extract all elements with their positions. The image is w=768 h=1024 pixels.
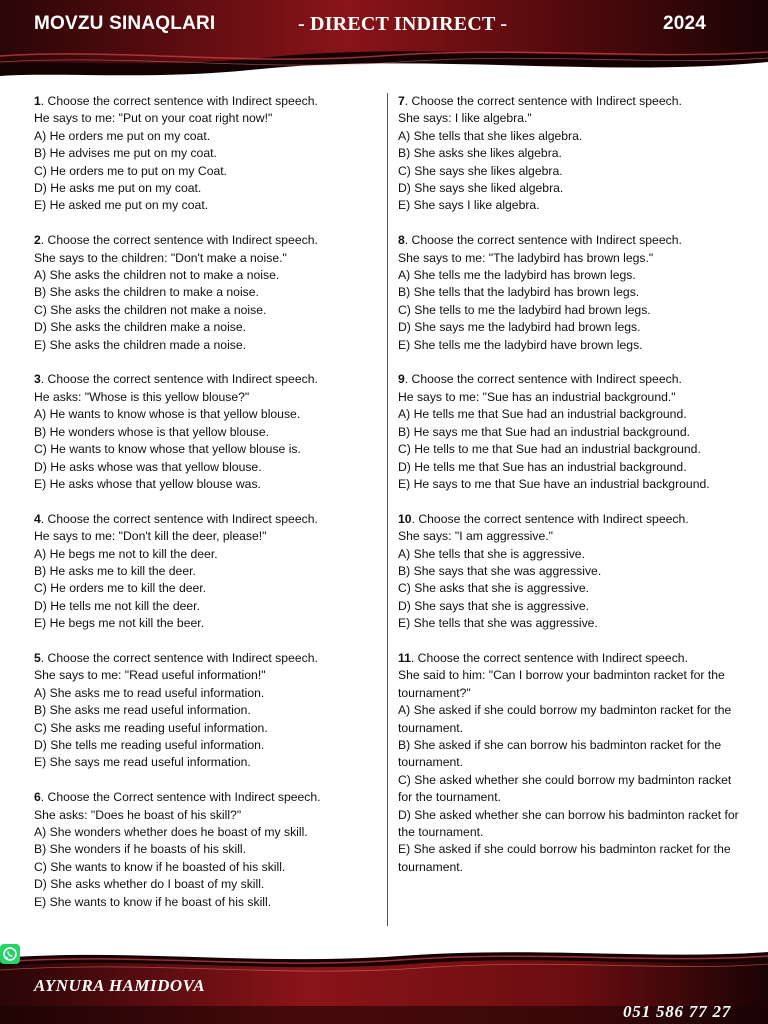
option-a: A) She tells me the ladybird has brown legs.	[398, 268, 636, 283]
option-d: D) She asked whether she can borrow his badminton racket for the tournament.	[398, 807, 739, 839]
option-e: E) She says me read useful information.	[34, 755, 251, 770]
option-d: D) She says she liked algebra.	[398, 181, 564, 196]
question-9	[398, 371, 744, 493]
question-prompt	[398, 371, 744, 388]
option-c: C) She tells to me the ladybird had brown legs.	[398, 302, 651, 317]
question-10	[398, 511, 744, 633]
option-c: C) She wants to know if he boasted of his skill.	[34, 859, 286, 874]
question-1	[34, 93, 379, 215]
question-prompt	[398, 650, 744, 667]
question-stem: He asks: "Whose is this yellow blouse?"	[34, 389, 250, 404]
option-c: C) He wants to know whose that yellow blouse is.	[34, 442, 301, 457]
question-stem: He says to me: "Don't kill the deer, please!"	[34, 529, 267, 544]
question-number: 6	[34, 790, 41, 805]
option-b: B) She asked if she can borrow his badminton racket for the tournament.	[398, 737, 722, 770]
option-c: C) She asked whether she could borrow my badminton racket for the tournament.	[398, 772, 732, 805]
question-instruction: . Choose the correct sentence with Indirect speech.	[40, 372, 318, 387]
header-topic-label: MOVZU SINAQLARI	[34, 13, 216, 34]
question-stem: She says: "I am aggressive."	[398, 529, 553, 544]
question-2	[34, 232, 379, 354]
question-stem: She says to me: "Read useful information!"	[34, 668, 266, 683]
option-c: C) He orders me to put on my Coat.	[34, 163, 228, 178]
option-e: E) She tells that she was aggressive.	[398, 616, 598, 631]
question-prompt	[34, 789, 379, 806]
question-stem: She asks: "Does he boast of his skill?"	[34, 807, 242, 822]
option-d: D) He asks me put on my coat.	[34, 181, 202, 196]
question-8	[398, 232, 744, 354]
question-5	[34, 650, 379, 772]
option-d: D) She tells me reading useful information.	[34, 737, 265, 752]
option-b: B) She asks me read useful information.	[34, 703, 251, 718]
question-prompt	[398, 232, 744, 249]
question-number: 7	[398, 94, 405, 108]
question-number: 2	[34, 233, 41, 248]
option-b: B) She asks the children to make a noise.	[34, 285, 259, 300]
option-b: B) He says me that Sue had an industrial background.	[398, 424, 690, 439]
left-column	[34, 93, 379, 928]
option-a: A) She tells that she likes algebra.	[398, 128, 583, 143]
question-prompt	[34, 371, 379, 388]
question-stem: He says to me: "Sue has an industrial background."	[398, 389, 676, 404]
question-instruction: . Choose the correct sentence with Indirect speech.	[411, 511, 689, 526]
question-number: 5	[34, 650, 41, 665]
question-number: 3	[34, 372, 41, 387]
question-number: 10	[398, 511, 412, 526]
question-11	[398, 650, 744, 876]
question-number: 8	[398, 233, 405, 248]
column-divider	[387, 93, 388, 926]
question-instruction: . Choose the correct sentence with Indirect speech.	[404, 233, 682, 248]
question-stem: She says to me: "The ladybird has brown legs."	[398, 250, 654, 265]
question-number: 1	[34, 94, 41, 108]
question-instruction: . Choose the Correct sentence with Indirect speech.	[40, 790, 321, 805]
question-stem: She says to the children: "Don't make a noise."	[34, 250, 287, 265]
question-instruction: . Choose the correct sentence with Indirect speech.	[40, 511, 318, 526]
option-d: D) He tells me not kill the deer.	[34, 598, 200, 613]
question-3	[34, 371, 379, 493]
question-prompt	[398, 511, 744, 528]
question-6	[34, 789, 379, 911]
question-number: 4	[34, 511, 41, 526]
question-instruction: . Choose the correct sentence with Indirect speech.	[404, 372, 682, 387]
question-4	[34, 511, 379, 633]
option-b: B) He advises me put on my coat.	[34, 146, 217, 161]
option-e: E) He says to me that Sue have an industrial background.	[398, 476, 710, 491]
option-a: A) She asks the children not to make a noise.	[34, 268, 280, 283]
whatsapp-icon	[0, 944, 20, 964]
right-column	[398, 93, 744, 894]
option-a: A) She asks me to read useful information.	[34, 685, 265, 700]
question-7	[398, 93, 744, 215]
option-c: C) He tells to me that Sue had an industrial background.	[398, 442, 701, 457]
option-b: B) She tells that the ladybird has brown legs.	[398, 285, 640, 300]
option-d: D) He tells me that Sue has an industrial background.	[398, 459, 687, 474]
question-prompt	[34, 650, 379, 667]
option-e: E) She says I like algebra.	[398, 198, 540, 213]
option-c: C) She asks the children not make a noise.	[34, 302, 267, 317]
option-b: B) She says that she was aggressive.	[398, 563, 602, 578]
option-b: B) He wonders whose is that yellow blouse.	[34, 424, 270, 439]
option-e: E) He asked me put on my coat.	[34, 198, 209, 213]
header-year: 2024	[663, 13, 707, 34]
question-instruction: . Choose the correct sentence with Indirect speech.	[40, 650, 318, 665]
option-e: E) She asked if she could borrow his badminton racket for the tournament.	[398, 842, 731, 874]
option-a: A) He orders me put on my coat.	[34, 128, 211, 143]
option-d: D) She says me the ladybird had brown legs.	[398, 320, 641, 335]
option-d: D) She says that she is aggressive.	[398, 598, 590, 613]
option-a: A) She asked if she could borrow my badminton racket for the tournament.	[398, 703, 732, 735]
question-number: 11	[398, 650, 411, 665]
option-c: C) She says she likes algebra.	[398, 163, 563, 178]
header-banner	[0, 0, 768, 84]
question-stem: He says to me: "Put on your coat right now!"	[34, 111, 273, 126]
option-a: A) He begs me not to kill the deer.	[34, 546, 218, 561]
author-name: AYNURA HAMIDOVA	[34, 976, 206, 995]
option-b: B) She asks she likes algebra.	[398, 146, 562, 161]
option-a: A) She tells that she is aggressive.	[398, 546, 585, 561]
question-instruction: . Choose the correct sentence with Indirect speech.	[40, 233, 318, 248]
question-prompt	[34, 511, 379, 528]
option-e: E) She wants to know if he boast of his skill.	[34, 894, 272, 909]
option-c: C) She asks that she is aggressive.	[398, 581, 590, 596]
option-a: A) He wants to know whose is that yellow blouse.	[34, 407, 301, 422]
question-prompt	[398, 93, 744, 110]
question-instruction: . Choose the correct sentence with Indirect speech.	[410, 650, 688, 665]
option-a: A) He tells me that Sue had an industrial background.	[398, 407, 687, 422]
question-instruction: . Choose the correct sentence with Indirect speech.	[404, 94, 682, 108]
footer-banner	[0, 944, 768, 1024]
question-number: 9	[398, 372, 405, 387]
header-title: - DIRECT INDIRECT -	[298, 13, 508, 35]
option-e: E) He begs me not kill the beer.	[34, 616, 205, 631]
option-c: C) He orders me to kill the deer.	[34, 581, 207, 596]
question-stem: She said to him: "Can I borrow your badminton racket for the tournament?"	[398, 668, 725, 700]
question-instruction: . Choose the correct sentence with Indirect speech.	[40, 94, 318, 108]
option-b: B) He asks me to kill the deer.	[34, 563, 196, 578]
option-d: D) He asks whose was that yellow blouse.	[34, 459, 262, 474]
question-prompt	[34, 93, 379, 110]
question-stem: She says: I like algebra."	[398, 111, 532, 126]
option-e: E) He asks whose that yellow blouse was.	[34, 476, 261, 491]
option-e: E) She tells me the ladybird have brown legs.	[398, 337, 643, 352]
option-a: A) She wonders whether does he boast of my skill.	[34, 824, 308, 839]
question-prompt	[34, 232, 379, 249]
option-d: D) She asks the children make a noise.	[34, 320, 247, 335]
option-b: B) She wonders if he boasts of his skill.	[34, 842, 247, 857]
option-e: E) She asks the children made a noise.	[34, 337, 247, 352]
phone-number: 051 586 77 27	[623, 1002, 732, 1021]
option-c: C) She asks me reading useful information.	[34, 720, 268, 735]
option-d: D) She asks whether do I boast of my skill.	[34, 877, 265, 892]
